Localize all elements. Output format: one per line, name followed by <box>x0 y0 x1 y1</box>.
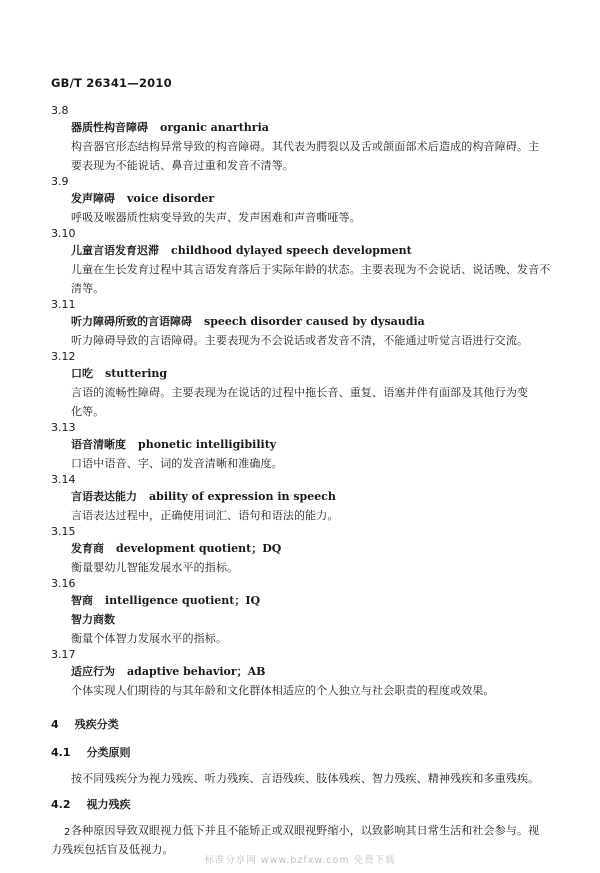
term-zh: 言语表达能力 <box>71 490 137 503</box>
clause-number: 3.17 <box>51 648 76 661</box>
term-entry <box>51 421 551 473</box>
subsection-title: 视力残疾 <box>86 798 131 811</box>
term-en: ability of expression in speech <box>149 490 336 503</box>
term-entry <box>51 298 551 350</box>
term-en: development quotient；DQ <box>116 542 282 555</box>
definition-line: 儿童在生长发育过程中其言语发育落后于实际年龄的状态。主要表现为不会说话、说话晚、发音不 <box>71 263 551 276</box>
term-zh: 智商 <box>71 594 93 607</box>
term-entry <box>51 648 551 700</box>
definition-line: 听力障碍导致的言语障碍。主要表现为不会说话或者发音不清，不能通过听觉言语进行交流。 <box>71 334 529 347</box>
section-number: 4 <box>51 718 59 731</box>
definition-line: 言语的流畅性障碍。主要表现为在说话的过程中拖长音、重复、语塞并伴有面部及其他行为变 <box>71 386 529 399</box>
paragraph-line: 力残疾包括盲及低视力。 <box>51 843 174 856</box>
definition-line: 清等。 <box>71 282 105 295</box>
term-zh: 儿童言语发育迟滞 <box>71 244 159 257</box>
definition-line: 呼吸及喉器质性病变导致的失声、发声困难和声音嘶哑等。 <box>71 211 361 224</box>
term-entry <box>51 104 551 175</box>
definition-line: 要表现为不能说话、鼻音过重和发音不清等。 <box>71 159 294 172</box>
definition-line: 衡量婴幼儿智能发展水平的指标。 <box>71 561 239 574</box>
term-en: intelligence quotient；IQ <box>105 594 261 607</box>
paragraph-line: 各种原因导致双眼视力低下并且不能矫正或双眼视野缩小，以致影响其日常生活和社会参与。视 <box>71 824 540 837</box>
term-entry <box>51 227 551 298</box>
term-heading <box>71 487 551 506</box>
term-heading <box>71 189 551 208</box>
clause-number: 3.8 <box>51 104 69 117</box>
paragraph-line: 按不同残疾分为视力残疾、听力残疾、言语残疾、肢体残疾、智力残疾、精神残疾和多重残疾。 <box>71 772 540 785</box>
definition-line: 口语中语音、字、词的发音清晰和准确度。 <box>71 457 283 470</box>
clause-number: 3.14 <box>51 473 76 486</box>
definition-line: 构音器官形态结构异常导致的构音障碍。其代表为腭裂以及舌或颌面部术后造成的构音障碍。主 <box>71 140 540 153</box>
term-entry <box>51 525 551 577</box>
term-heading <box>71 312 551 331</box>
term-en: stuttering <box>105 367 168 380</box>
clause-number: 3.16 <box>51 577 76 590</box>
term-en: adaptive behavior；AB <box>127 665 266 678</box>
term-heading <box>71 364 551 383</box>
document-body <box>51 104 551 859</box>
term-heading <box>71 591 551 610</box>
clause-number: 3.13 <box>51 421 76 434</box>
watermark: 标准分享网 www.bzfxw.com 免费下载 <box>204 855 396 866</box>
subsection-title: 分类原则 <box>86 746 131 759</box>
term-entry <box>51 473 551 525</box>
term-zh: 口吃 <box>71 367 93 380</box>
term-en: phonetic intelligibility <box>138 438 277 451</box>
term-entry <box>51 577 551 648</box>
subsection-number: 4.2 <box>51 798 71 811</box>
term-heading <box>71 539 551 558</box>
definition-line: 言语表达过程中，正确使用词汇、语句和语法的能力。 <box>71 509 339 522</box>
clause-number: 3.12 <box>51 350 76 363</box>
term-heading <box>71 241 551 260</box>
clause-number: 3.15 <box>51 525 76 538</box>
term-heading <box>71 435 551 454</box>
section-title: 残疾分类 <box>74 718 119 731</box>
term-en: speech disorder caused by dysaudia <box>204 315 425 328</box>
term-en: organic anarthria <box>160 121 269 134</box>
subsection-heading <box>51 797 551 813</box>
term-heading <box>71 662 551 681</box>
term-entry <box>51 350 551 421</box>
page-number: 2 <box>64 827 71 838</box>
clause-number: 3.9 <box>51 175 69 188</box>
clause-number: 3.11 <box>51 298 76 311</box>
clause-number: 3.10 <box>51 227 76 240</box>
term-entry <box>51 175 551 227</box>
term-zh: 发声障碍 <box>71 192 115 205</box>
term-en: childhood dylayed speech development <box>171 244 412 257</box>
term-heading <box>71 118 551 137</box>
definition-line: 个体实现人们期待的与其年龄和文化群体相适应的个人独立与社会职责的程度或效果。 <box>71 684 495 697</box>
term-zh: 适应行为 <box>71 665 115 678</box>
subsection-number: 4.1 <box>51 746 71 759</box>
standard-code: GB/T 26341—2010 <box>51 76 172 90</box>
section-heading <box>51 717 551 733</box>
definition-line: 化等。 <box>71 405 105 418</box>
term-zh: 发育商 <box>71 542 104 555</box>
definition-line: 衡量个体智力发展水平的指标。 <box>71 632 228 645</box>
term-zh: 语音清晰度 <box>71 438 126 451</box>
term-en: voice disorder <box>127 192 215 205</box>
term-zh: 听力障碍所致的言语障碍 <box>71 315 192 328</box>
term-zh: 器质性构音障碍 <box>71 121 148 134</box>
subsection-heading <box>51 745 551 761</box>
alt-term: 智力商数 <box>71 613 115 626</box>
